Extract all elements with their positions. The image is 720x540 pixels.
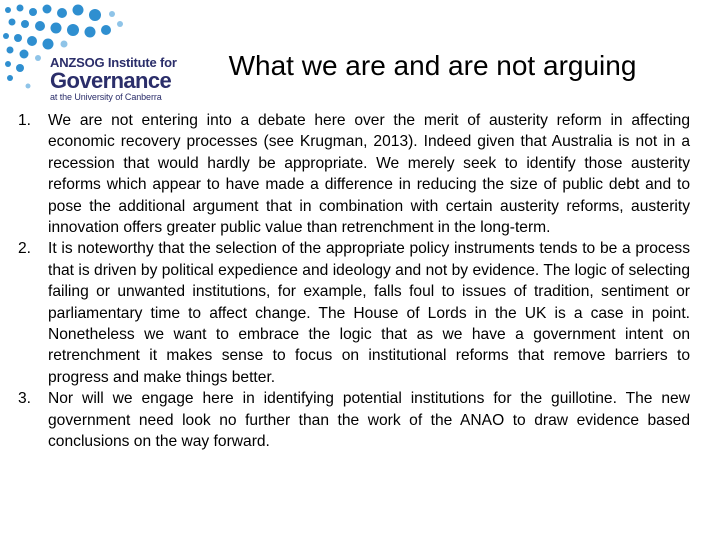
list-item xyxy=(14,110,690,238)
argument-list xyxy=(14,110,690,453)
list-item-number: 1. xyxy=(18,112,32,129)
list-item-number: 2. xyxy=(18,240,32,258)
logo-university-line: at the University of Canberra xyxy=(50,92,162,102)
list-item-text: It is noteworthy that the selection of the appropriate policy instruments tends to be a process that is driven by political expedience and ideology and not by evidence. The logic of selecting failing or unwanted institutions, for example, falls foul to issues of tradition, sentiment or parliamentary time to affect change. The House of Lords in the UK is a case in point. Nonetheless we want to embrace the logic that as we have a government intent on retrenchment it makes sense to focus on institutional reforms that remove barriers to progress and make things better. xyxy=(48,240,690,386)
list-item xyxy=(14,388,690,452)
logo-governance-line: Governance xyxy=(50,68,172,93)
list-item-number: 3. xyxy=(18,390,32,408)
list-item-text: Nor will we engage here in identifying potential institutions for the guillotine. The new government need look no further than the work of the ANAO to draw evidence based conclusions on the way forward. xyxy=(48,390,690,451)
list-item xyxy=(14,238,690,388)
logo-wordmark xyxy=(50,56,180,103)
logo-institute-line: ANZSOG Institute for xyxy=(50,55,177,70)
slide-title: What we are and are not arguing xyxy=(228,50,637,81)
anzsog-logo xyxy=(0,0,190,108)
list-item-text: We are not entering into a debate here over the merit of austerity reform in affecting economic recovery processes (see Krugman, 2013). Indeed given that Australia is not in a recession that would hardly be appropriate. We merely seek to identify those austerity reforms which appear to have made a difference in reducing the size of public debt and to pose the additional argument that in combination with certain austerity reforms, austerity innovation offers greater public value than retrenchment in the long-term. xyxy=(48,112,690,237)
